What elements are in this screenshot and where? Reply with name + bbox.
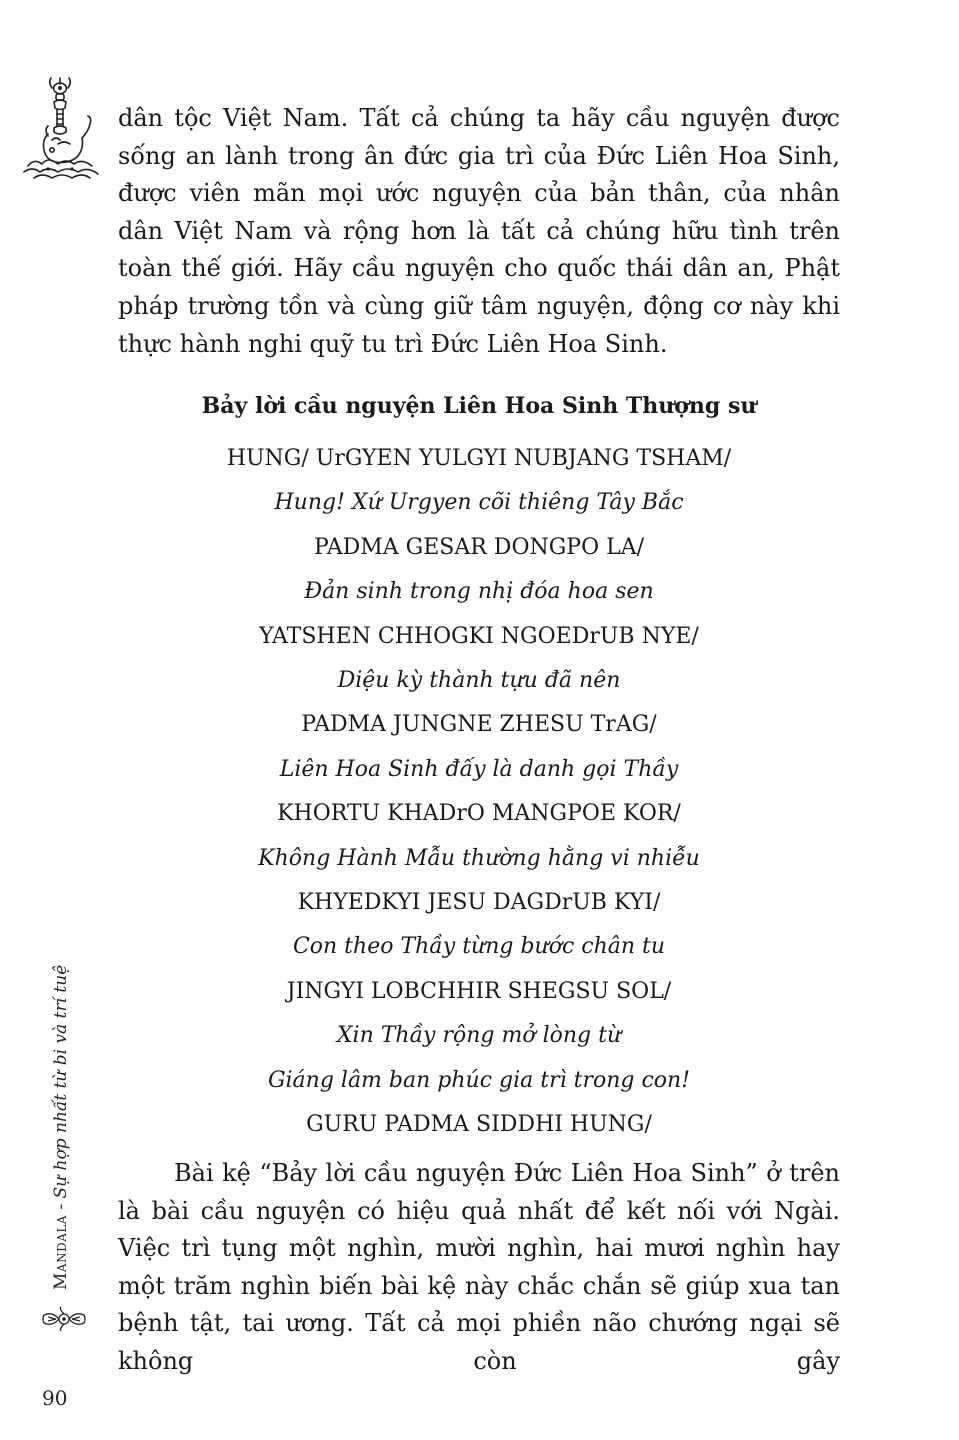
closing-mantra: GURU PADMA SIDDHI HUNG/ (306, 1112, 652, 1137)
vajra-hand-ornament-icon (18, 74, 102, 184)
translation-line: Diệu kỳ thành tựu đã nên (337, 668, 621, 694)
translation-line: Con theo Thầy từng bước chân tu (292, 934, 666, 960)
mantra-line: JINGYI LOBCHHIR SHEGSU SOL/ (286, 978, 672, 1004)
running-header-vertical (48, 964, 74, 1290)
prayer-title: Bảy lời cầu nguyện Liên Hoa Sinh Thượng sư (201, 393, 757, 419)
intro-paragraph: dân tộc Việt Nam. Tất cả chúng ta hãy cầu nguyện được sống an lành trong ân đức gia trì của Đức Liên Hoa Sinh, được viên mãn mọi ước nguyện của bản thân, của nhân dân Việt Nam và rộng hơn là tất cả chúng hữu tình trên toàn thế giới. Hãy cầu nguyện cho quốc thái dân an, Phật pháp trường tồn và cùng giữ tâm nguyện, động cơ này khi thực hành nghi quỹ tu trì Đức Liên Hoa Sinh. (118, 104, 840, 358)
prayer-verse-list (118, 437, 840, 1103)
translation-line: Xin Thầy rộng mở lòng từ (336, 1023, 622, 1049)
translation-line: Đản sinh trong nhị đóa hoa sen (304, 579, 654, 605)
mantra-line: HUNG/ UrGYEN YULGYI NUBJANG TSHAM/ (226, 446, 732, 471)
mantra-line: PADMA GESAR DONGPO LA/ (313, 534, 645, 560)
book-name: Mandala (51, 1215, 71, 1290)
translation-line: Không Hành Mẫu thường hằng vi nhiễu (258, 845, 700, 871)
caption-separator: - (51, 1198, 71, 1215)
mantra-line: KHORTU KHADrO MANGPOE KOR/ (277, 801, 681, 827)
double-dorje-ornament-icon (40, 1307, 88, 1331)
mantra-line: PADMA JUNGNE ZHESU TrAG/ (301, 712, 657, 738)
page-number: 90 (42, 1386, 68, 1410)
mantra-line: KHYEDKYI JESU DAGDrUB KYI/ (297, 890, 661, 916)
mantra-line: YATSHEN CHHOGKI NGOEDrUB NYE/ (259, 623, 699, 649)
body-paragraph: Bài kệ “Bảy lời cầu nguyện Đức Liên Hoa Sinh” ở trên là bài cầu nguyện có hiệu quả nhất để kết nối với Ngài. Việc trì tụng một nghìn, mười nghìn, hai mươi nghìn hay một trăm nghìn biến bài kệ này chắc chắn sẽ giúp xua tan bệnh tật, tai ương. Tất cả mọi phiền não chướng ngại sẽ không còn gây (118, 1159, 840, 1375)
book-subtitle: Sự hợp nhất từ bi và trí tuệ (51, 964, 71, 1199)
translation-line: Hung! Xứ Urgyen cõi thiêng Tây Bắc (274, 490, 684, 516)
translation-line: Giáng lâm ban phúc gia trì trong con! (267, 1067, 691, 1093)
translation-line: Liên Hoa Sinh đấy là danh gọi Thầy (279, 756, 679, 782)
